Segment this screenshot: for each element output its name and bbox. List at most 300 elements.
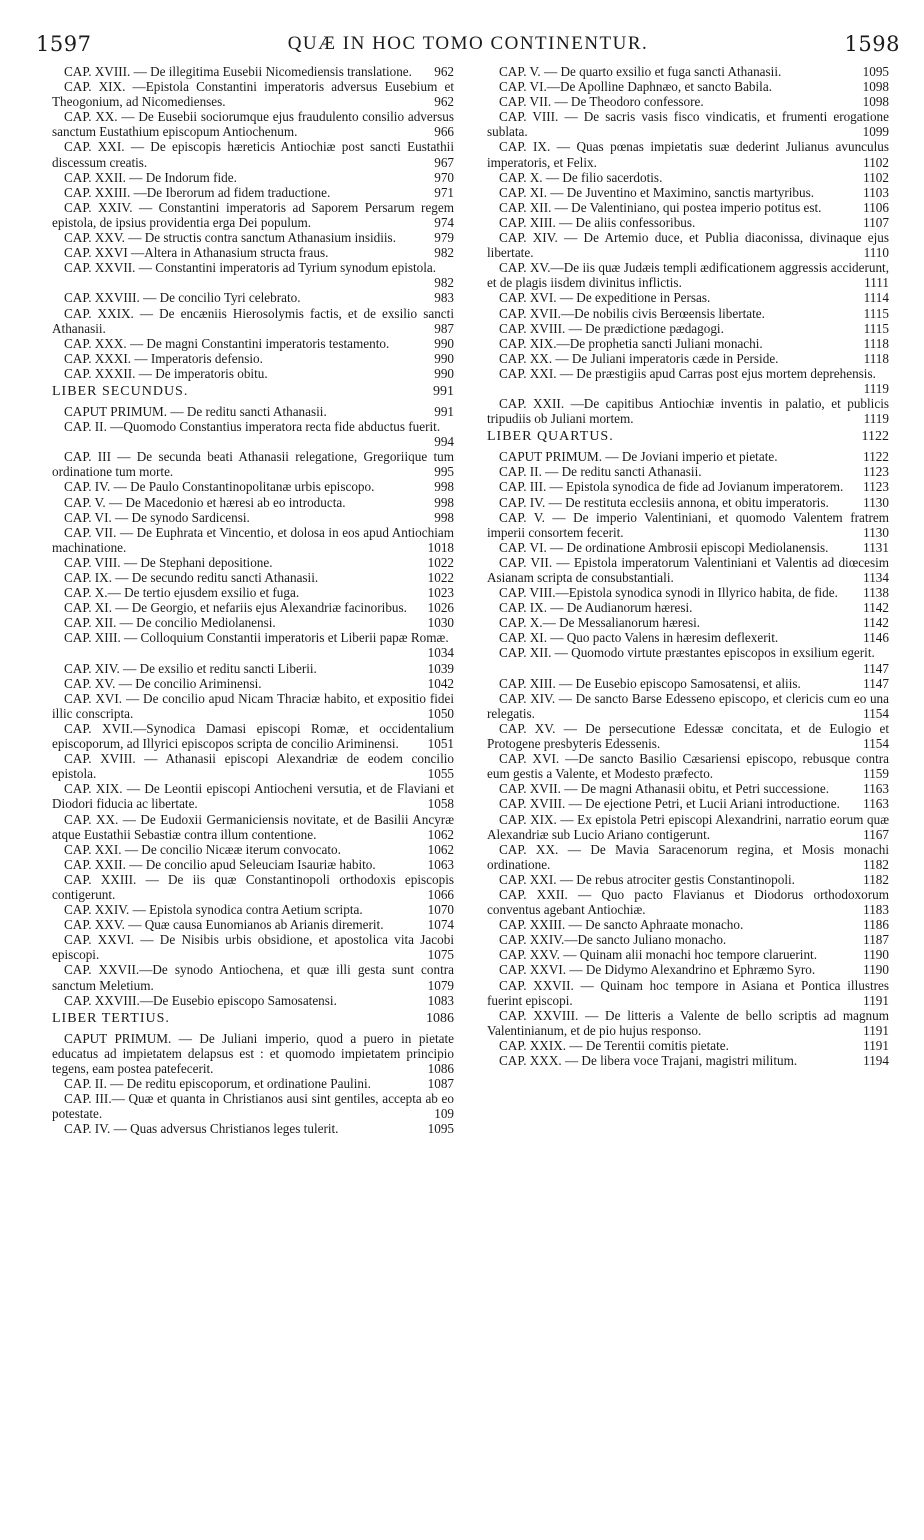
entry-text: CAP. XXVIII. — De concilio Tyri celebrato. bbox=[64, 290, 301, 306]
entry-text: CAP. XI. — De Juventino et Maximino, sanctis martyribus. bbox=[499, 184, 815, 200]
toc-entry bbox=[487, 94, 889, 109]
entry-text: CAP. XIV. — De Artemio duce, et Publia diaconissa, divinaque ejus libertate. bbox=[487, 230, 889, 261]
toc-entry bbox=[487, 932, 889, 947]
page-reference: 1042 bbox=[427, 675, 454, 691]
entry-text: CAP. VI. — De ordinatione Ambrosii episcopi Mediolanensis. bbox=[499, 539, 829, 555]
toc-entry bbox=[487, 781, 889, 796]
page-reference: 1194 bbox=[863, 1053, 889, 1068]
entry-text: CAP. XI. — De Georgio, et nefariis ejus Alexandriæ facinoribus. bbox=[64, 600, 407, 616]
toc-entry bbox=[487, 396, 889, 426]
toc-entry bbox=[487, 842, 889, 872]
page-reference: 979 bbox=[434, 230, 454, 246]
toc-entry bbox=[52, 857, 454, 872]
toc-entry bbox=[52, 555, 454, 570]
page-reference: 1107 bbox=[863, 214, 889, 230]
entry-text: CAP. III. — Epistola synodica de fide ad Jovianum imperatorem. bbox=[499, 479, 844, 495]
page-reference: 1026 bbox=[427, 600, 454, 616]
page-reference: 1163 bbox=[863, 796, 889, 812]
entry-text: CAP. X.— De tertio ejusdem exsilio et fuga. bbox=[64, 585, 300, 601]
toc-entry bbox=[487, 290, 889, 305]
page-reference: 1039 bbox=[427, 660, 454, 676]
page-reference: 1122 bbox=[861, 429, 889, 445]
toc-entry bbox=[52, 872, 454, 902]
page-reference: 962 bbox=[434, 64, 454, 79]
page-reference: 1123 bbox=[863, 464, 889, 480]
entry-text: CAP. XIII. — De aliis confessoribus. bbox=[499, 214, 696, 230]
toc-entry bbox=[487, 510, 889, 540]
page-reference: 1034 bbox=[427, 645, 454, 661]
toc-entry bbox=[487, 645, 889, 675]
page-reference: 1050 bbox=[427, 705, 454, 721]
page-reference: 1190 bbox=[863, 947, 889, 963]
entry-text: CAP. XV. — De concilio Ariminensi. bbox=[64, 675, 262, 691]
entry-text: CAP. XII. — De concilio Mediolanensi. bbox=[64, 615, 276, 631]
page-reference: 1058 bbox=[427, 796, 454, 812]
page-reference: 1102 bbox=[863, 169, 889, 185]
toc-entry bbox=[487, 917, 889, 932]
toc-entry bbox=[52, 932, 454, 962]
page-reference: 1163 bbox=[863, 781, 889, 797]
entry-text: CAP. XXIX. — De encæniis Hierosolymis factis, et de exsilio sancti Athanasii. bbox=[52, 305, 454, 336]
entry-text: CAP. XIV. — De sancto Barse Edesseno episcopo, et clericis cum eo una relegatis. bbox=[487, 690, 889, 721]
toc-entry bbox=[52, 962, 454, 992]
toc-entry bbox=[487, 170, 889, 185]
toc-entry bbox=[487, 366, 889, 396]
page-reference: 1191 bbox=[863, 1022, 889, 1038]
page-reference: 1142 bbox=[863, 615, 889, 631]
book-title: LIBER QUARTUS. bbox=[487, 429, 614, 445]
entry-text: CAP. III — De secunda beati Athanasii relegatione, Gregoriique tum ordinatione tum morte. bbox=[52, 449, 454, 480]
toc-entry bbox=[52, 185, 454, 200]
entry-text: CAP. XXVII.—De synodo Antiochena, et quæ illi gesta sunt contra sanctum Meletium. bbox=[52, 962, 454, 993]
left-column bbox=[52, 64, 454, 1136]
toc-entry bbox=[487, 79, 889, 94]
page-reference: 1075 bbox=[427, 947, 454, 963]
page-reference: 1187 bbox=[863, 932, 889, 948]
book-title: LIBER SECUNDUS. bbox=[52, 383, 189, 399]
toc-entry bbox=[52, 1076, 454, 1091]
entry-text: CAP. XXI. — De concilio Nicææ iterum convocato. bbox=[64, 841, 341, 857]
page-reference: 1146 bbox=[863, 630, 889, 646]
toc-entry bbox=[487, 306, 889, 321]
toc-entry bbox=[487, 872, 889, 887]
entry-text: CAP. XIX. — De Leontii episcopi Antiocheni versutia, et de Flaviani et Diodori fiducia ac libertate. bbox=[52, 781, 454, 812]
toc-entry bbox=[52, 336, 454, 351]
entry-text: CAP. XX. — De Juliani imperatoris cæde in Perside. bbox=[499, 350, 779, 366]
page-header bbox=[36, 32, 900, 62]
entry-text: CAP. XVIII. — Athanasii episcopi Alexandriæ de eodem concilio epistola. bbox=[52, 751, 454, 782]
page-reference: 1159 bbox=[863, 766, 889, 782]
page-reference: 1051 bbox=[427, 736, 454, 752]
toc-entry bbox=[487, 321, 889, 336]
toc-entry bbox=[52, 630, 454, 660]
toc-entry bbox=[487, 109, 889, 139]
entry-text: CAPUT PRIMUM. — De reditu sancti Athanasii. bbox=[64, 403, 327, 419]
page-number-right: 1598 bbox=[844, 32, 900, 56]
page-reference: 982 bbox=[434, 275, 454, 291]
toc-entry bbox=[487, 215, 889, 230]
toc-entry bbox=[52, 721, 454, 751]
entry-text: CAP. XXVII. — Constantini imperatoris ad Tyrium synodum epistola. bbox=[64, 260, 437, 276]
toc-entry bbox=[52, 1031, 454, 1076]
entry-text: CAP. II. —Quomodo Constantius imperatora recta fide abductus fuerit. bbox=[64, 419, 441, 435]
toc-entry bbox=[487, 495, 889, 510]
entry-text: CAP. XVI. — De expeditione in Persas. bbox=[499, 290, 711, 306]
page-reference: 1191 bbox=[863, 1037, 889, 1053]
toc-entry bbox=[52, 570, 454, 585]
entry-text: CAP. XXII. — Quo pacto Flavianus et Diodorus orthodoxorum conventus agebant Antiochiæ. bbox=[487, 886, 889, 918]
toc-entry bbox=[52, 676, 454, 691]
entry-text: CAP. V. — De imperio Valentiniani, et quomodo Valentem fratrem imperii consortem fecerit. bbox=[487, 509, 889, 540]
toc-entry bbox=[487, 691, 889, 721]
entry-text: CAP. XXII. — De Indorum fide. bbox=[64, 169, 237, 185]
page-reference: 1018 bbox=[427, 539, 454, 555]
toc-entry bbox=[487, 585, 889, 600]
page-reference: 1154 bbox=[863, 705, 889, 721]
page-reference: 1186 bbox=[863, 917, 889, 933]
entry-text: CAP. III.— Quæ et quanta in Christianos ausi sint gentiles, accepta ab eo potestate. bbox=[52, 1091, 454, 1122]
toc-entry bbox=[487, 449, 889, 464]
entry-text: CAP. XXXII. — De imperatoris obitu. bbox=[64, 365, 268, 381]
toc-entry bbox=[52, 902, 454, 917]
toc-entry bbox=[487, 139, 889, 169]
toc-entry bbox=[52, 290, 454, 305]
entry-text: CAP. VII. — De Theodoro confessore. bbox=[499, 94, 704, 110]
entry-text: CAP. XXIII. — De sancto Aphraate monacho. bbox=[499, 917, 744, 933]
toc-entry bbox=[487, 962, 889, 977]
page-reference: 1086 bbox=[426, 1010, 454, 1026]
entry-text: CAP. XXX. — De libera voce Trajani, magistri militum. bbox=[499, 1053, 798, 1068]
page-reference: 1134 bbox=[863, 570, 889, 585]
toc-entry bbox=[52, 1091, 454, 1121]
entry-text: CAP. XXIV. — Epistola synodica contra Aetium scripta. bbox=[64, 902, 363, 918]
page-reference: 1131 bbox=[863, 539, 889, 555]
toc-entry bbox=[52, 351, 454, 366]
page-reference: 1102 bbox=[863, 154, 889, 170]
entry-text: CAP. XI. — Quo pacto Valens in hæresim deflexerit. bbox=[499, 630, 779, 646]
toc-entry bbox=[52, 449, 454, 479]
entry-text: CAP. II. — De reditu episcoporum, et ordinatione Paulini. bbox=[64, 1076, 371, 1091]
toc-entry bbox=[487, 721, 889, 751]
page-reference: 990 bbox=[434, 350, 454, 366]
toc-entry bbox=[52, 585, 454, 600]
toc-entry bbox=[52, 260, 454, 290]
page-reference: 1130 bbox=[863, 524, 889, 540]
entry-text: CAP. XV.—De iis quæ Judæis templi ædificationem aggressis acciderunt, et de plagis iisdem divinitus inflictis. bbox=[487, 260, 889, 291]
toc-entry bbox=[487, 600, 889, 615]
page-reference: 998 bbox=[434, 509, 454, 525]
toc-entry bbox=[52, 479, 454, 494]
page-reference: 966 bbox=[434, 124, 454, 140]
entry-text: CAP. IX. — De Audianorum hæresi. bbox=[499, 600, 693, 616]
page-reference: 1111 bbox=[864, 275, 889, 291]
page-reference: 1030 bbox=[427, 615, 454, 631]
entry-text: CAP. XVII. — De magni Athanasii obitu, et Petri successione. bbox=[499, 781, 830, 797]
entry-text: CAP. XX. — De Eudoxii Germaniciensis novitate, et de Basilii Ancyræ atque Eustathii Sebastiæ contra illum contentione. bbox=[52, 811, 454, 842]
page-reference: 967 bbox=[434, 154, 454, 170]
entry-text: CAP. XXIX. — De Terentii comitis pietate. bbox=[499, 1037, 729, 1053]
page-reference: 1103 bbox=[863, 184, 889, 200]
entry-text: CAP. XIX. — Ex epistola Petri episcopi Alexandrini, narratio eorum quæ Alexandriæ sub Lucio Ariano contigerunt. bbox=[487, 811, 889, 842]
entry-text: CAP. XXIV. — Constantini imperatoris ad Saporem Persarum regem epistola, de ipsius providentia erga Dei populum. bbox=[52, 199, 454, 230]
page-reference: 1118 bbox=[863, 350, 889, 366]
page-reference: 974 bbox=[434, 214, 454, 230]
page-reference: 1130 bbox=[863, 494, 889, 510]
toc-entry bbox=[52, 917, 454, 932]
toc-entry bbox=[487, 751, 889, 781]
toc-entry bbox=[487, 540, 889, 555]
page-reference: 998 bbox=[434, 494, 454, 510]
entry-text: CAP. XIX.—De prophetia sancti Juliani monachi. bbox=[499, 335, 763, 351]
page-reference: 971 bbox=[434, 184, 454, 200]
entry-text: CAP. XVII.—De nobilis civis Berœensis libertate. bbox=[499, 305, 765, 321]
toc-entry bbox=[52, 419, 454, 449]
entry-text: CAP. IV. — Quas adversus Christianos leges tulerit. bbox=[64, 1121, 339, 1137]
toc-entry bbox=[487, 260, 889, 290]
toc-entry bbox=[487, 464, 889, 479]
toc-entry bbox=[487, 351, 889, 366]
toc-entry bbox=[487, 947, 889, 962]
entry-text: CAP. VIII. — De Stephani depositione. bbox=[64, 554, 273, 570]
page-reference: 970 bbox=[434, 169, 454, 185]
toc-entry bbox=[487, 676, 889, 691]
entry-text: CAP. VI.—De Apolline Daphnæo, et sancto Babila. bbox=[499, 79, 773, 95]
entry-text: CAP. XXVI. — De Didymo Alexandrino et Ephræmo Syro. bbox=[499, 962, 816, 978]
toc-entry bbox=[52, 139, 454, 169]
entry-text: CAP. XXV. — Quæ causa Eunomianos ab Arianis diremerit. bbox=[64, 917, 384, 933]
entry-text: CAP. XXVII. — Quinam hoc tempore in Asiana et Pontica illustres fuerint episcopi. bbox=[487, 977, 889, 1008]
entry-text: CAP. X. — De filio sacerdotis. bbox=[499, 169, 663, 185]
entry-text: CAP. XV. — De persecutione Edessæ concitata, et de Eulogio et Protogene presbyteris Edessenis. bbox=[487, 720, 889, 752]
page-reference: 1110 bbox=[863, 245, 889, 261]
page-reference: 990 bbox=[434, 365, 454, 381]
page-number-left: 1597 bbox=[36, 32, 92, 56]
page-reference: 962 bbox=[434, 94, 454, 110]
page-reference: 1191 bbox=[863, 992, 889, 1008]
entry-text: CAP. XXV. — De structis contra sanctum Athanasium insidiis. bbox=[64, 230, 396, 246]
entry-text: CAP. II. — De reditu sancti Athanasii. bbox=[499, 464, 702, 480]
book-heading bbox=[52, 1011, 454, 1028]
toc-entry bbox=[52, 109, 454, 139]
page-reference: 1055 bbox=[427, 766, 454, 782]
page-reference: 1119 bbox=[863, 411, 889, 427]
page-reference: 1079 bbox=[427, 977, 454, 993]
entry-text: CAP. XII. — Quomodo virtute præstantes episcopos in exsilium egerit. bbox=[499, 645, 875, 661]
toc-entry bbox=[52, 230, 454, 245]
page-reference: 1147 bbox=[863, 660, 889, 676]
page-reference: 1098 bbox=[862, 79, 889, 95]
toc-entry bbox=[52, 525, 454, 555]
toc-entry bbox=[52, 600, 454, 615]
toc-entry bbox=[52, 200, 454, 230]
entry-text: CAP. IV. — De restituta ecclesiis annona, et obitu imperatoris. bbox=[499, 494, 829, 510]
entry-text: CAP. XII. — De Valentiniano, qui postea imperio potitus est. bbox=[499, 199, 822, 215]
page-reference: 1095 bbox=[427, 1121, 454, 1137]
entry-text: CAP. XXIV.—De sancto Juliano monacho. bbox=[499, 932, 727, 948]
toc-entry bbox=[52, 691, 454, 721]
toc-entry bbox=[487, 1038, 889, 1053]
toc-entry bbox=[52, 751, 454, 781]
page-reference: 1062 bbox=[427, 841, 454, 857]
entry-text: CAP. IX. — De secundo reditu sancti Athanasii. bbox=[64, 570, 319, 585]
page-reference: 1066 bbox=[427, 886, 454, 902]
toc-entry bbox=[487, 630, 889, 645]
page-reference: 998 bbox=[434, 479, 454, 495]
entry-text: CAP. XXVIII.—De Eusebio episcopo Samosatensi. bbox=[64, 992, 337, 1008]
page-reference: 995 bbox=[434, 464, 454, 480]
page-reference: 1119 bbox=[863, 380, 889, 396]
entry-text: CAP. XIV. — De exsilio et reditu sancti Liberii. bbox=[64, 660, 317, 676]
page-reference: 1138 bbox=[863, 585, 889, 601]
entry-text: CAP. XX. — De Mavia Saracenorum regina, et Mosis monachi ordinatione. bbox=[487, 841, 889, 872]
toc-entry bbox=[52, 79, 454, 109]
entry-text: CAP. XXXI. — Imperatoris defensio. bbox=[64, 350, 263, 366]
entry-text: CAP. XXII. —De capitibus Antiochiæ inventis in palatio, et publicis tripudiis ob Juliani mortem. bbox=[487, 396, 889, 427]
entry-text: CAP. IV. — De Paulo Constantinopolitanæ urbis episcopo. bbox=[64, 479, 375, 495]
entry-text: CAP. XVIII. — De ejectione Petri, et Lucii Ariani introductione. bbox=[499, 796, 840, 812]
entry-text: CAP. IX. — Quas pœnas impietatis suæ dederint Julianus avunculus imperatoris, et Felix. bbox=[487, 139, 889, 170]
toc-entry bbox=[487, 185, 889, 200]
page-reference: 1106 bbox=[863, 199, 889, 215]
page-reference: 990 bbox=[434, 335, 454, 351]
page-reference: 1022 bbox=[427, 570, 454, 585]
entry-text: CAP. XXVIII. — De litteris a Valente de bello scriptis ad magnum Valentinianum, et de pio hujus responso. bbox=[487, 1007, 889, 1038]
book-title: LIBER TERTIUS. bbox=[52, 1010, 170, 1026]
toc-entry bbox=[52, 366, 454, 381]
right-column bbox=[487, 64, 889, 1068]
toc-entry bbox=[487, 555, 889, 585]
book-heading bbox=[487, 429, 889, 446]
page-reference: 1182 bbox=[863, 856, 889, 872]
page-reference: 1095 bbox=[862, 64, 889, 79]
toc-entry bbox=[487, 978, 889, 1008]
toc-entry bbox=[487, 796, 889, 811]
entry-text: CAP. XIX. —Epistola Constantini imperatoris adversus Eusebium et Theogonium, ad Nicomedienses. bbox=[52, 79, 454, 110]
page-reference: 987 bbox=[434, 320, 454, 336]
page-reference: 1118 bbox=[863, 335, 889, 351]
toc-entry bbox=[487, 887, 889, 917]
entry-text: CAP. XXI. — De præstigiis apud Carras post ejus mortem deprehensis. bbox=[499, 365, 876, 381]
entry-text: CAP. XXVI —Altera in Athanasium structa fraus. bbox=[64, 245, 329, 261]
page-reference: 1086 bbox=[427, 1060, 454, 1076]
page-reference: 1070 bbox=[427, 902, 454, 918]
entry-text: CAP. XXII. — De concilio apud Seleuciam Isauriæ habito. bbox=[64, 856, 376, 872]
toc-entry bbox=[52, 170, 454, 185]
page-reference: 1098 bbox=[862, 94, 889, 110]
entry-text: CAP. XVIII. — De prædictione pædagogi. bbox=[499, 320, 724, 336]
entry-text: CAP. XVII.—Synodica Damasi episcopi Romæ, et occidentalium episcoporum, ad Illyrici episcopos scripta de concilio Ariminensi. bbox=[52, 720, 454, 752]
entry-text: CAP. XXVI. — De Nisibis urbis obsidione, et apostolica vita Jacobi episcopi. bbox=[52, 932, 454, 963]
toc-entry bbox=[52, 245, 454, 260]
toc-entry bbox=[52, 510, 454, 525]
page-reference: 991 bbox=[434, 403, 454, 419]
page-reference: 1123 bbox=[863, 479, 889, 495]
page-reference: 1099 bbox=[862, 124, 889, 140]
toc-entry bbox=[52, 842, 454, 857]
entry-text: CAP. VII. — De Euphrata et Vincentio, et dolosa in eos apud Antiochiam machinatione. bbox=[52, 524, 454, 555]
toc-entry bbox=[52, 993, 454, 1008]
page-reference: 982 bbox=[434, 245, 454, 261]
entry-text: CAP. XX. — De Eusebii sociorumque ejus fraudulento consilio adversus sanctum Eustathium episcopum Antiochenum. bbox=[52, 109, 454, 140]
toc-entry bbox=[52, 306, 454, 336]
toc-entry bbox=[52, 781, 454, 811]
toc-entry bbox=[487, 479, 889, 494]
toc-entry bbox=[487, 200, 889, 215]
toc-entry bbox=[52, 64, 454, 79]
entry-text: CAP. XXV. — Quinam alii monachi hoc tempore claruerint. bbox=[499, 947, 818, 963]
toc-entry bbox=[487, 812, 889, 842]
entry-text: CAP. XXI. — De episcopis hæreticis Antiochiæ post sancti Eustathii discessum creatis. bbox=[52, 139, 454, 170]
entry-text: CAP. V. — De quarto exsilio et fuga sancti Athanasii. bbox=[499, 64, 782, 79]
page-reference: 1190 bbox=[863, 962, 889, 978]
page-reference: 1063 bbox=[427, 856, 454, 872]
entry-text: CAP. XIII. — Colloquium Constantii imperatoris et Liberii papæ Romæ. bbox=[64, 630, 449, 646]
page-reference: 1167 bbox=[863, 826, 889, 842]
entry-text: CAPUT PRIMUM. — De Joviani imperio et pietate. bbox=[499, 449, 778, 465]
entry-text: CAP. VIII.—Epistola synodica synodi in Illyrico habita, de fide. bbox=[499, 585, 838, 601]
toc-entry bbox=[52, 495, 454, 510]
entry-text: CAP. XXI. — De rebus atrociter gestis Constantinopoli. bbox=[499, 871, 795, 887]
toc-entry bbox=[52, 615, 454, 630]
entry-text: CAP. VI. — De synodo Sardicensi. bbox=[64, 509, 250, 525]
entry-text: CAPUT PRIMUM. — De Juliani imperio, quod a puero in pietate educatus ad impietatem delapsus est : et quomodo impietatem principio tegens, eam postea patefecerit. bbox=[52, 1030, 454, 1076]
page-reference: 1022 bbox=[427, 554, 454, 570]
page-reference: 1147 bbox=[863, 675, 889, 691]
page-reference: 1142 bbox=[863, 600, 889, 616]
entry-text: CAP. XVI. —De sancto Basilio Cæsariensi episcopo, rebusque contra eum gestis a Valente, et Modesto præfecto. bbox=[487, 751, 889, 782]
toc-entry bbox=[52, 1121, 454, 1136]
page-reference: 991 bbox=[433, 383, 454, 399]
page-reference: 109 bbox=[434, 1106, 454, 1122]
entry-text: CAP. XVIII. — De illegitima Eusebii Nicomediensis translatione. bbox=[64, 64, 412, 79]
page-reference: 1115 bbox=[863, 320, 889, 336]
entry-text: CAP. XVI. — De concilio apud Nicam Thraciæ habito, et expositio fidei illic conscripta. bbox=[52, 690, 454, 721]
toc-entry bbox=[487, 1053, 889, 1068]
page-reference: 1083 bbox=[427, 992, 454, 1008]
toc-entry bbox=[52, 661, 454, 676]
toc-entry bbox=[52, 404, 454, 419]
page-reference: 1122 bbox=[863, 449, 889, 465]
entry-text: CAP. X.— De Messalianorum hæresi. bbox=[499, 615, 701, 631]
toc-entry bbox=[487, 1008, 889, 1038]
entry-text: CAP. V. — De Macedonio et hæresi ab eo introducta. bbox=[64, 494, 346, 510]
page-reference: 1074 bbox=[427, 917, 454, 933]
page-reference: 1183 bbox=[863, 902, 889, 918]
page-reference: 1114 bbox=[863, 290, 889, 306]
entry-text: CAP. VIII. — De sacris vasis fisco vindicatis, et frumenti erogatione sublata. bbox=[487, 109, 889, 140]
entry-text: CAP. XIII. — De Eusebio episcopo Samosatensi, et aliis. bbox=[499, 675, 801, 691]
running-title: QUÆ IN HOC TOMO CONTINENTUR. bbox=[287, 33, 649, 54]
book-heading bbox=[52, 384, 454, 401]
page-reference: 1087 bbox=[427, 1076, 454, 1091]
page-reference: 1023 bbox=[427, 585, 454, 601]
toc-entry bbox=[487, 336, 889, 351]
page-reference: 1062 bbox=[427, 826, 454, 842]
toc-entry bbox=[487, 230, 889, 260]
toc-entry bbox=[52, 812, 454, 842]
page-reference: 983 bbox=[434, 290, 454, 306]
page-reference: 994 bbox=[434, 434, 454, 450]
page-reference: 1115 bbox=[863, 305, 889, 321]
entry-text: CAP. XXIII. — De iis quæ Constantinopoli orthodoxis episcopis contigerunt. bbox=[52, 871, 454, 902]
entry-text: CAP. XXIII. —De Iberorum ad fidem traductione. bbox=[64, 184, 331, 200]
entry-text: CAP. VII. — Epistola imperatorum Valentiniani et Valentis ad diœcesim Asianam scripta de consubstantiali. bbox=[487, 554, 889, 585]
toc-entry bbox=[487, 64, 889, 79]
page-reference: 1154 bbox=[863, 736, 889, 752]
toc-entry bbox=[487, 615, 889, 630]
page-reference: 1182 bbox=[863, 871, 889, 887]
entry-text: CAP. XXX. — De magni Constantini imperatoris testamento. bbox=[64, 335, 390, 351]
